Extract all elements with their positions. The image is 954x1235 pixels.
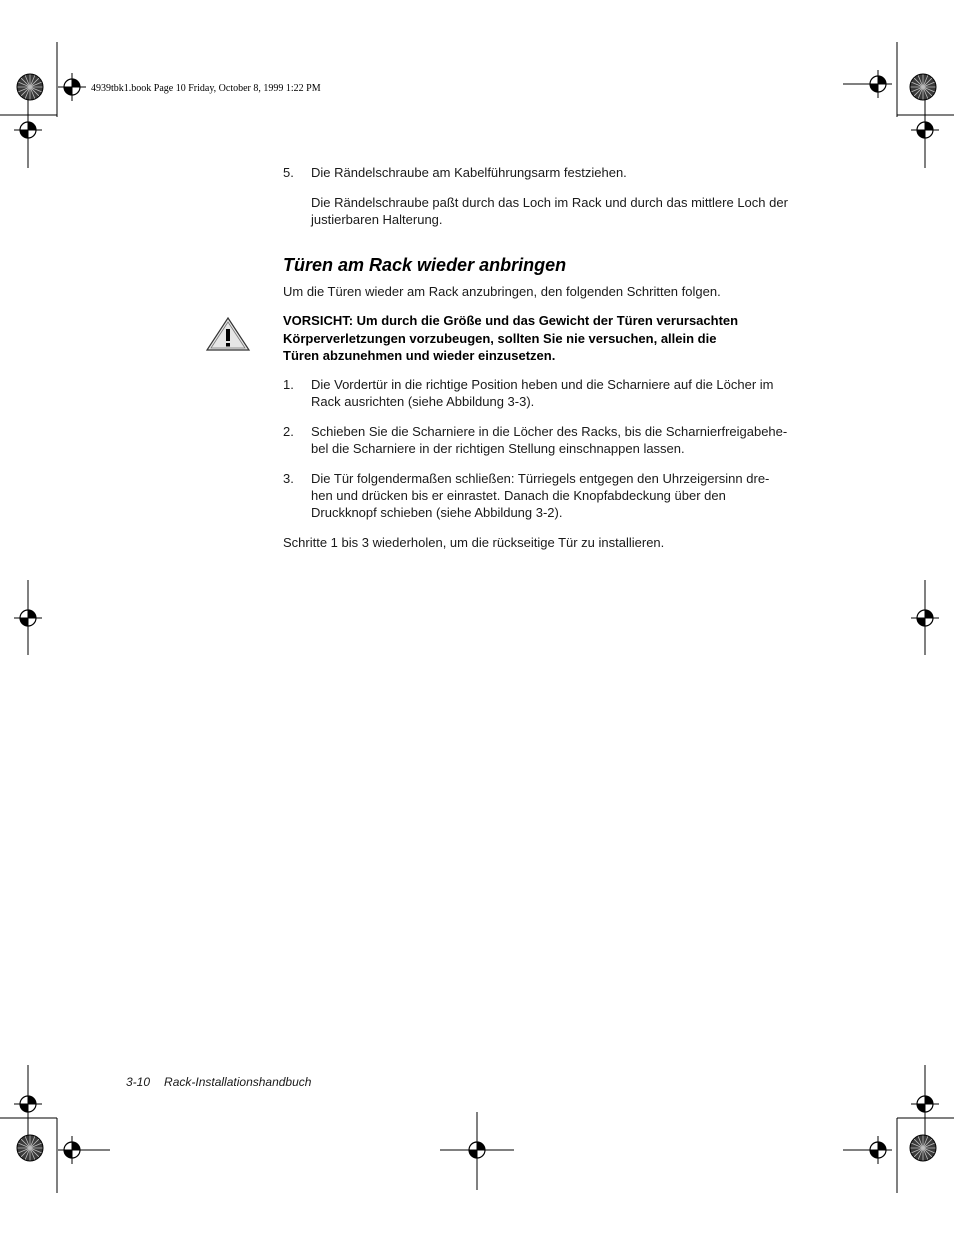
step-line: Die Tür folgendermaßen schließen: Türriegels entgegen den Uhrzeigersinn dre- xyxy=(311,471,770,486)
step-text xyxy=(311,376,821,410)
closing-text: Schritte 1 bis 3 wiederholen, um die rückseitige Tür zu installieren. xyxy=(283,535,665,550)
step-note-line: justierbaren Halterung. xyxy=(311,212,443,227)
step-text: Die Rändelschraube am Kabelführungsarm festziehen. xyxy=(311,165,627,180)
caution-line: Türen abzunehmen und wieder einzusetzen. xyxy=(283,348,556,363)
page-number: 3-10 xyxy=(126,1075,151,1089)
step-number: 5. xyxy=(283,165,294,180)
step-line: Schieben Sie die Scharniere in die Löcher des Racks, bis die Scharnierfreigabehe- xyxy=(311,424,788,439)
page-footer xyxy=(126,1075,311,1089)
caution-line: VORSICHT: Um durch die Größe und das Gewicht der Türen verursachten xyxy=(283,313,739,328)
print-header: 4939tbk1.book Page 10 Friday, October 8, 1999 1:22 PM xyxy=(91,83,321,94)
section-heading: Türen am Rack wieder anbringen xyxy=(283,255,567,275)
step-number: 1. xyxy=(283,377,294,392)
book-title: Rack-Installationshandbuch xyxy=(164,1075,312,1089)
step-note-line: Die Rändelschraube paßt durch das Loch im Rack und durch das mittlere Loch der xyxy=(311,195,788,210)
registration-mark xyxy=(864,1136,892,1164)
color-bar-mark xyxy=(910,1135,936,1161)
caution-note xyxy=(283,312,823,365)
step-number: 3. xyxy=(283,471,294,486)
step-line: Die Vordertür in die richtige Position heben und die Scharniere auf die Löcher im xyxy=(311,377,774,392)
caution-line: Körperverletzungen vorzubeugen, sollten Sie nie versuchen, allein die xyxy=(283,330,717,346)
section-intro: Um die Türen wieder am Rack anzubringen, den folgenden Schritten folgen. xyxy=(283,284,721,299)
step-line: bel die Scharniere in der richtigen Stellung einschnappen lassen. xyxy=(311,441,685,456)
color-bar-mark xyxy=(17,74,43,100)
registration-mark xyxy=(58,73,86,101)
step-text xyxy=(311,470,821,521)
step-line: hen und drücken bis er einrastet. Danach die Knopfabdeckung über den xyxy=(311,488,726,503)
step-note xyxy=(311,194,821,228)
color-bar-mark xyxy=(910,74,936,100)
warning-triangle-icon xyxy=(205,316,251,352)
step-number: 2. xyxy=(283,424,294,439)
registration-mark xyxy=(58,1136,86,1164)
step-text xyxy=(311,423,821,457)
step-line: Druckknopf schieben (siehe Abbildung 3-2). xyxy=(311,505,563,520)
step-line: Rack ausrichten (siehe Abbildung 3-3). xyxy=(311,394,535,409)
color-bar-mark xyxy=(17,1135,43,1161)
